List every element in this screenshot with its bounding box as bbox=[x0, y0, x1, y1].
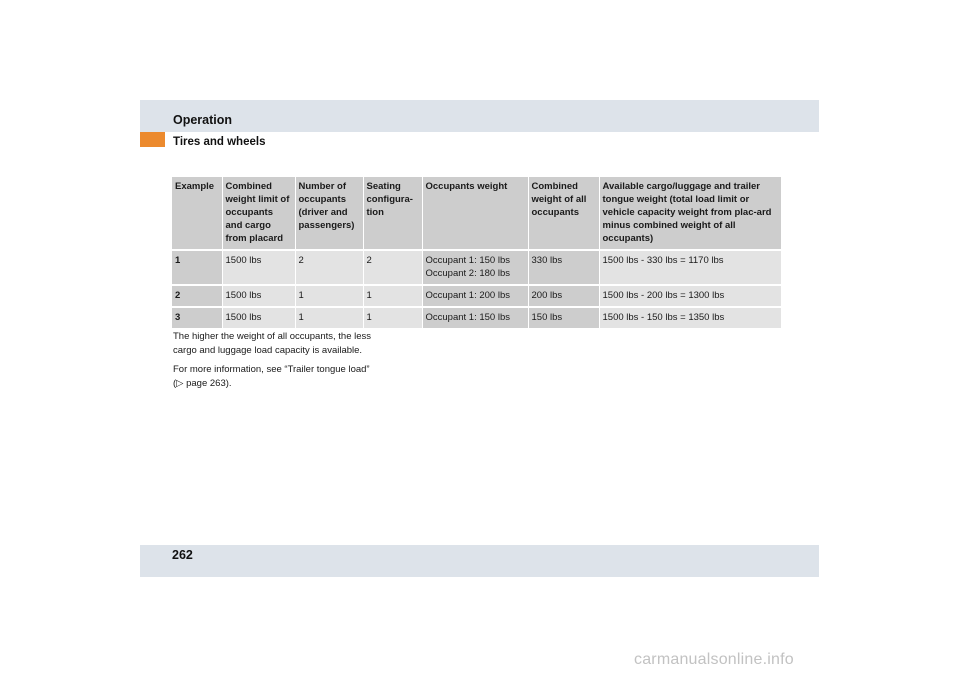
column-header: Combined weight of all occupants bbox=[528, 177, 599, 250]
table-row bbox=[172, 307, 781, 328]
body-text bbox=[173, 330, 373, 396]
column-header: Number of occupants (driver and passengers) bbox=[295, 177, 363, 250]
cell-combined-limit: 1500 lbs bbox=[222, 250, 295, 285]
cell-available: 1500 lbs - 150 lbs = 1350 lbs bbox=[599, 307, 781, 328]
table-row bbox=[172, 250, 781, 285]
cell-available: 1500 lbs - 330 lbs = 1170 lbs bbox=[599, 250, 781, 285]
watermark: carmanualsonline.info bbox=[634, 651, 794, 668]
cell-combined-occupants: 330 lbs bbox=[528, 250, 599, 285]
column-header: Available cargo/luggage and trailer tongue weight (total load limit or vehicle capacity weight from plac-ard minus combined weight of all occupants) bbox=[599, 177, 781, 250]
cell-combined-occupants: 200 lbs bbox=[528, 285, 599, 307]
header-band bbox=[140, 100, 819, 132]
cell-example: 2 bbox=[172, 285, 222, 307]
cell-example: 1 bbox=[172, 250, 222, 285]
cell-combined-occupants: 150 lbs bbox=[528, 307, 599, 328]
cell-seating: 2 bbox=[363, 250, 422, 285]
cell-example: 3 bbox=[172, 307, 222, 328]
section-marker bbox=[140, 132, 165, 147]
cell-seating: 1 bbox=[363, 307, 422, 328]
occupant-weight-line: Occupant 1: 200 lbs bbox=[425, 290, 510, 301]
cell-occupants-weight bbox=[422, 307, 528, 328]
section-title: Operation bbox=[173, 113, 233, 127]
cell-occupants-weight bbox=[422, 285, 528, 307]
load-capacity-table bbox=[172, 177, 782, 328]
cell-occupants: 1 bbox=[295, 285, 363, 307]
cross-reference-paragraph[interactable]: For more information, see “Trailer tongue load” (▷ page 263). bbox=[173, 364, 370, 389]
page-number: 262 bbox=[172, 548, 193, 562]
cell-occupants-weight bbox=[422, 250, 528, 285]
cell-occupants: 2 bbox=[295, 250, 363, 285]
footer-band bbox=[140, 545, 819, 577]
table-row bbox=[172, 285, 781, 307]
cell-combined-limit: 1500 lbs bbox=[222, 307, 295, 328]
cell-combined-limit: 1500 lbs bbox=[222, 285, 295, 307]
cell-seating: 1 bbox=[363, 285, 422, 307]
body-paragraph: The higher the weight of all occupants, the less cargo and luggage load capacity is available. bbox=[173, 331, 372, 356]
column-header: Combined weight limit of occupants and cargo from placard bbox=[222, 177, 295, 250]
table-header-row bbox=[172, 177, 781, 250]
cell-occupants: 1 bbox=[295, 307, 363, 328]
cell-available: 1500 lbs - 200 lbs = 1300 lbs bbox=[599, 285, 781, 307]
column-header: Occupants weight bbox=[422, 177, 528, 250]
subsection-title: Tires and wheels bbox=[173, 136, 266, 148]
column-header: Seating configura-tion bbox=[363, 177, 422, 250]
column-header: Example bbox=[172, 177, 222, 250]
occupant-weight-line: Occupant 1: 150 lbs bbox=[425, 312, 510, 323]
occupant-weight-line: Occupant 2: 180 lbs bbox=[425, 268, 510, 279]
occupant-weight-line: Occupant 1: 150 lbs bbox=[425, 255, 510, 266]
